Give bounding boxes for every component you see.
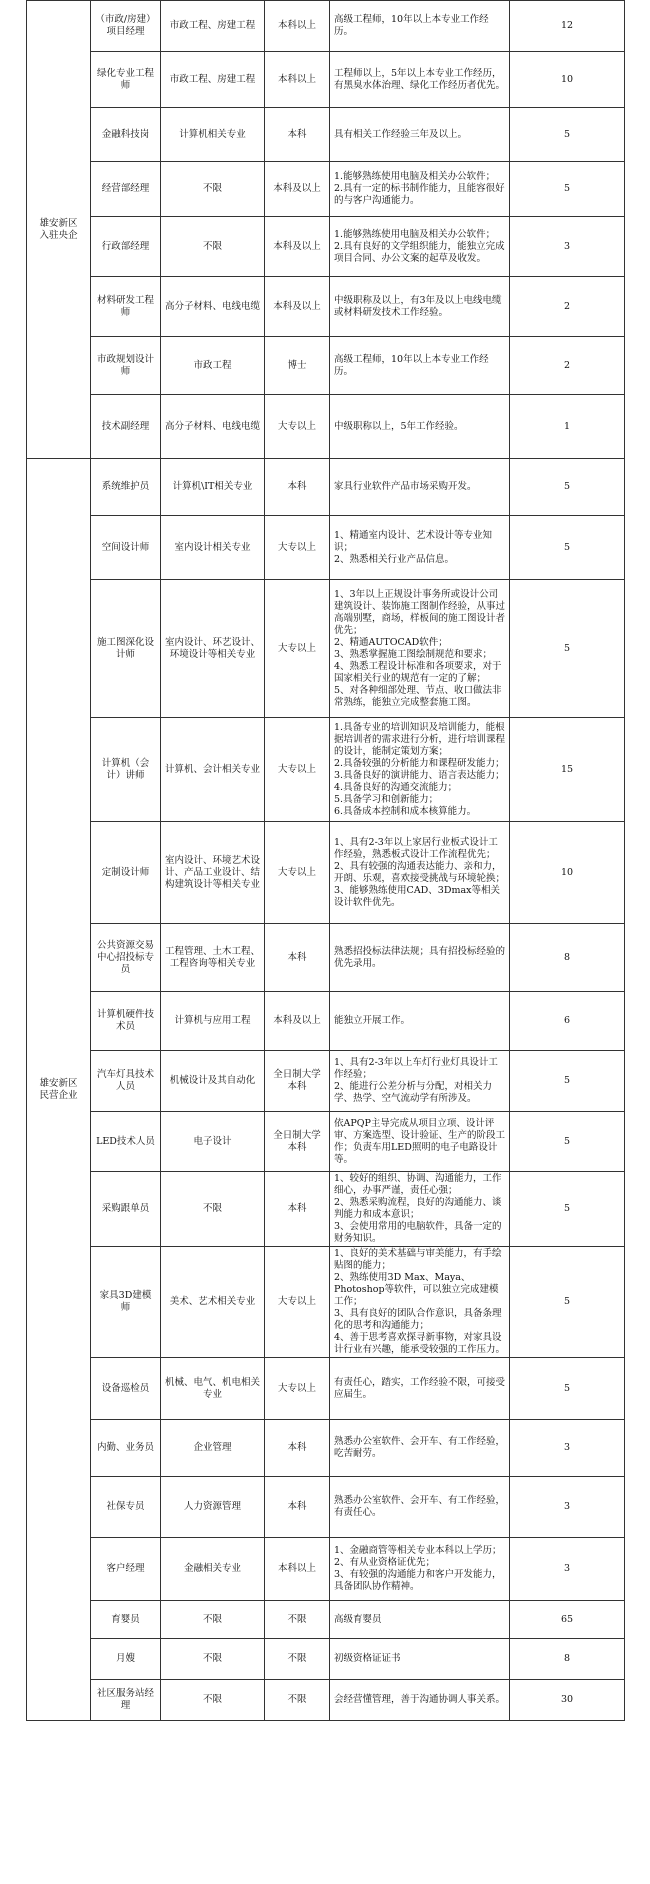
headcount-cell: 10 (510, 52, 625, 108)
position-cell: 计算机硬件技术员 (91, 992, 161, 1051)
education-cell: 本科以上 (265, 52, 330, 108)
requirement-cell: 高级工程师，10年以上本专业工作经历。 (330, 1, 510, 52)
jobs-table (26, 0, 625, 1721)
position-cell: 行政部经理 (91, 217, 161, 277)
headcount-cell: 8 (510, 924, 625, 992)
education-cell: 不限 (265, 1680, 330, 1721)
position-cell: 技术副经理 (91, 395, 161, 459)
headcount-cell: 10 (510, 822, 625, 924)
table-row (27, 1051, 625, 1112)
requirement-cell: 高级工程师，10年以上本专业工作经历。 (330, 337, 510, 395)
education-cell: 本科 (265, 459, 330, 516)
position-cell: 客户经理 (91, 1538, 161, 1601)
table-row (27, 1358, 625, 1420)
requirement-cell: 熟悉办公室软件、会开车、有工作经验，有责任心。 (330, 1477, 510, 1538)
major-cell: 室内设计相关专业 (161, 516, 265, 580)
table-row (27, 337, 625, 395)
table-row (27, 1639, 625, 1680)
major-cell: 高分子材料、电线电缆 (161, 277, 265, 337)
education-cell: 全日制大学本科 (265, 1112, 330, 1172)
headcount-cell: 5 (510, 516, 625, 580)
major-cell: 计算机、会计相关专业 (161, 718, 265, 822)
position-cell: 空间设计师 (91, 516, 161, 580)
education-cell: 全日制大学本科 (265, 1051, 330, 1112)
position-cell: 社区服务站经理 (91, 1680, 161, 1721)
major-cell: 不限 (161, 162, 265, 217)
education-cell: 本科 (265, 924, 330, 992)
major-cell: 计算机\IT相关专业 (161, 459, 265, 516)
major-cell: 工程管理、土木工程、工程咨询等相关专业 (161, 924, 265, 992)
table-row (27, 217, 625, 277)
table-row (27, 580, 625, 718)
requirement-cell: 高级育婴员 (330, 1601, 510, 1639)
requirement-cell: 1、较好的组织、协调、沟通能力，工作细心，办事严谨，责任心强； 2、熟悉采购流程，良好的沟通能力、谈判能力和成本意识； 3、会使用常用的电脑软件，具备一定的财务知识。 (330, 1172, 510, 1247)
table-row (27, 1247, 625, 1358)
position-cell: 育婴员 (91, 1601, 161, 1639)
requirement-cell: 1、良好的美术基础与审美能力，有手绘贴图的能力； 2、熟练使用3D Max、Maya、Photoshop等软件，可以独立完成建模工作； 3、具有良好的团队合作意识，具备条理化的思考和沟通能力； 4、善于思考喜欢探寻新事物，对家具设计行业有兴趣，能承受较强的工作压力。 (330, 1247, 510, 1358)
table-row (27, 516, 625, 580)
position-cell: 汽车灯具技术人员 (91, 1051, 161, 1112)
education-cell: 本科及以上 (265, 162, 330, 217)
position-cell: 经营部经理 (91, 162, 161, 217)
education-cell: 本科 (265, 1420, 330, 1477)
headcount-cell: 5 (510, 108, 625, 162)
major-cell: 不限 (161, 1172, 265, 1247)
table-row (27, 924, 625, 992)
headcount-cell: 5 (510, 1051, 625, 1112)
requirement-cell: 有责任心，踏实，工作经验不限，可接受应届生。 (330, 1358, 510, 1420)
education-cell: 不限 (265, 1601, 330, 1639)
education-cell: 不限 (265, 1639, 330, 1680)
education-cell: 大专以上 (265, 718, 330, 822)
education-cell: 本科 (265, 108, 330, 162)
requirement-cell: 1、具有2-3年以上家居行业板式设计工作经验，熟悉板式设计工作流程优先； 2、具有较强的沟通表达能力、亲和力，开朗、乐观，喜欢接受挑战与环境轮换； 3、能够熟练使用CAD、3Dmax等相关设计软件优先。 (330, 822, 510, 924)
table-row (27, 822, 625, 924)
headcount-cell: 5 (510, 1358, 625, 1420)
headcount-cell: 5 (510, 1172, 625, 1247)
education-cell: 大专以上 (265, 1247, 330, 1358)
position-cell: （市政/房建） 项目经理 (91, 1, 161, 52)
headcount-cell: 3 (510, 217, 625, 277)
major-cell: 不限 (161, 1601, 265, 1639)
table-row (27, 718, 625, 822)
major-cell: 机械设计及其自动化 (161, 1051, 265, 1112)
headcount-cell: 30 (510, 1680, 625, 1721)
position-cell: 采购跟单员 (91, 1172, 161, 1247)
requirement-cell: 熟悉办公室软件、会开车、有工作经验，吃苦耐劳。 (330, 1420, 510, 1477)
requirement-cell: 工程师以上，5年以上本专业工作经历，有黑臭水体治理、绿化工作经历者优先。 (330, 52, 510, 108)
major-cell: 高分子材料、电线电缆 (161, 395, 265, 459)
headcount-cell: 15 (510, 718, 625, 822)
requirement-cell: 初级资格证证书 (330, 1639, 510, 1680)
headcount-cell: 5 (510, 1112, 625, 1172)
requirement-cell: 中级职称以上，5年工作经验。 (330, 395, 510, 459)
position-cell: 家具3D建模师 (91, 1247, 161, 1358)
table-row (27, 1538, 625, 1601)
headcount-cell: 6 (510, 992, 625, 1051)
headcount-cell: 5 (510, 162, 625, 217)
major-cell: 机械、电气、机电相关专业 (161, 1358, 265, 1420)
table-row (27, 1601, 625, 1639)
table-row (27, 1420, 625, 1477)
headcount-cell: 8 (510, 1639, 625, 1680)
requirement-cell: 家具行业软件产品市场采购开发。 (330, 459, 510, 516)
major-cell: 企业管理 (161, 1420, 265, 1477)
position-cell: 金融科技岗 (91, 108, 161, 162)
table-row (27, 1680, 625, 1721)
requirement-cell: 具有相关工作经验三年及以上。 (330, 108, 510, 162)
position-cell: 市政规划设计师 (91, 337, 161, 395)
major-cell: 市政工程、房建工程 (161, 52, 265, 108)
requirement-cell: 中级职称及以上，有3年及以上电线电缆或材料研发技术工作经验。 (330, 277, 510, 337)
headcount-cell: 5 (510, 580, 625, 718)
table-row (27, 277, 625, 337)
requirement-cell: 1.能够熟练使用电脑及相关办公软件； 2.具有良好的文学组织能力，能独立完成项目合同、办公文案的起草及收发。 (330, 217, 510, 277)
requirement-cell: 能独立开展工作。 (330, 992, 510, 1051)
position-cell: 系统维护员 (91, 459, 161, 516)
headcount-cell: 3 (510, 1538, 625, 1601)
table-row (27, 162, 625, 217)
headcount-cell: 3 (510, 1477, 625, 1538)
education-cell: 大专以上 (265, 1358, 330, 1420)
education-cell: 本科 (265, 1477, 330, 1538)
requirement-cell: 1、3年以上正规设计事务所或设计公司建筑设计、装饰施工图制作经验，从事过高端别墅，商场，样板间的施工图设计者优先； 2、精通AUTOCAD软件； 3、熟悉掌握施工图绘制规范和要求； 4、熟悉工程设计标准和各项要求，对于国家相关行业的规范有一定的了解； 5、对各种细部处理、节点、收口做法非常熟练，能独立完成整套施工图。 (330, 580, 510, 718)
headcount-cell: 12 (510, 1, 625, 52)
education-cell: 大专以上 (265, 395, 330, 459)
position-cell: LED技术人员 (91, 1112, 161, 1172)
position-cell: 月嫂 (91, 1639, 161, 1680)
education-cell: 大专以上 (265, 822, 330, 924)
education-cell: 博士 (265, 337, 330, 395)
company-type-cell: 雄安新区 民营企业 (27, 459, 91, 1721)
major-cell: 美术、艺术相关专业 (161, 1247, 265, 1358)
requirement-cell: 1、精通室内设计、艺术设计等专业知识； 2、熟悉相关行业产品信息。 (330, 516, 510, 580)
requirement-cell: 1.具备专业的培训知识及培训能力，能根据培训者的需求进行分析，进行培训课程的设计，能制定策划方案； 2.具备较强的分析能力和课程研发能力； 3.具备良好的演讲能力、语言表达能力； 4.具备良好的沟通交流能力； 5.具备学习和创新能力； 6.具备成本控制和成本核算能力。 (330, 718, 510, 822)
position-cell: 设备巡检员 (91, 1358, 161, 1420)
position-cell: 社保专员 (91, 1477, 161, 1538)
education-cell: 本科以上 (265, 1, 330, 52)
education-cell: 大专以上 (265, 516, 330, 580)
table-row (27, 992, 625, 1051)
position-cell: 内勤、业务员 (91, 1420, 161, 1477)
table-row (27, 1, 625, 52)
position-cell: 绿化专业工程师 (91, 52, 161, 108)
major-cell: 不限 (161, 1639, 265, 1680)
position-cell: 施工图深化设计师 (91, 580, 161, 718)
position-cell: 材料研发工程师 (91, 277, 161, 337)
table-row (27, 108, 625, 162)
company-type-cell: 雄安新区 入驻央企 (27, 1, 91, 459)
major-cell: 电子设计 (161, 1112, 265, 1172)
major-cell: 计算机相关专业 (161, 108, 265, 162)
headcount-cell: 2 (510, 337, 625, 395)
table-row (27, 52, 625, 108)
education-cell: 大专以上 (265, 580, 330, 718)
position-cell: 计算机（会计）讲师 (91, 718, 161, 822)
headcount-cell: 2 (510, 277, 625, 337)
headcount-cell: 65 (510, 1601, 625, 1639)
education-cell: 本科以上 (265, 1538, 330, 1601)
headcount-cell: 5 (510, 1247, 625, 1358)
requirement-cell: 熟悉招投标法律法规；具有招投标经验的优先录用。 (330, 924, 510, 992)
education-cell: 本科 (265, 1172, 330, 1247)
headcount-cell: 1 (510, 395, 625, 459)
jobs-table-body (27, 1, 625, 1721)
major-cell: 不限 (161, 1680, 265, 1721)
requirement-cell: 会经营懂管理，善于沟通协调人事关系。 (330, 1680, 510, 1721)
education-cell: 本科及以上 (265, 217, 330, 277)
position-cell: 定制设计师 (91, 822, 161, 924)
major-cell: 计算机与应用工程 (161, 992, 265, 1051)
table-row (27, 395, 625, 459)
requirement-cell: 1、金融商管等相关专业本科以上学历； 2、有从业资格证优先； 3、有较强的沟通能力和客户开发能力，具备团队协作精神。 (330, 1538, 510, 1601)
position-cell: 公共资源交易中心招投标专员 (91, 924, 161, 992)
education-cell: 本科及以上 (265, 992, 330, 1051)
major-cell: 室内设计、环艺设计、环境设计等相关专业 (161, 580, 265, 718)
headcount-cell: 3 (510, 1420, 625, 1477)
table-row (27, 1172, 625, 1247)
major-cell: 金融相关专业 (161, 1538, 265, 1601)
major-cell: 市政工程 (161, 337, 265, 395)
major-cell: 市政工程、房建工程 (161, 1, 265, 52)
requirement-cell: 1、具有2-3年以上车灯行业灯具设计工作经验； 2、能进行公差分析与分配，对相关力学、热学、空气流动学有所涉及。 (330, 1051, 510, 1112)
table-row (27, 459, 625, 516)
table-row (27, 1477, 625, 1538)
table-row (27, 1112, 625, 1172)
major-cell: 人力资源管理 (161, 1477, 265, 1538)
major-cell: 室内设计、环境艺术设计、产品工业设计、结构建筑设计等相关专业 (161, 822, 265, 924)
headcount-cell: 5 (510, 459, 625, 516)
requirement-cell: 依APQP主导完成从项目立项、设计评审、方案选型、设计验证、生产的阶段工作；负责车用LED照明的电子电路设计等。 (330, 1112, 510, 1172)
requirement-cell: 1.能够熟练使用电脑及相关办公软件； 2.具有一定的标书制作能力，且能容很好的与客户沟通能力。 (330, 162, 510, 217)
major-cell: 不限 (161, 217, 265, 277)
education-cell: 本科及以上 (265, 277, 330, 337)
